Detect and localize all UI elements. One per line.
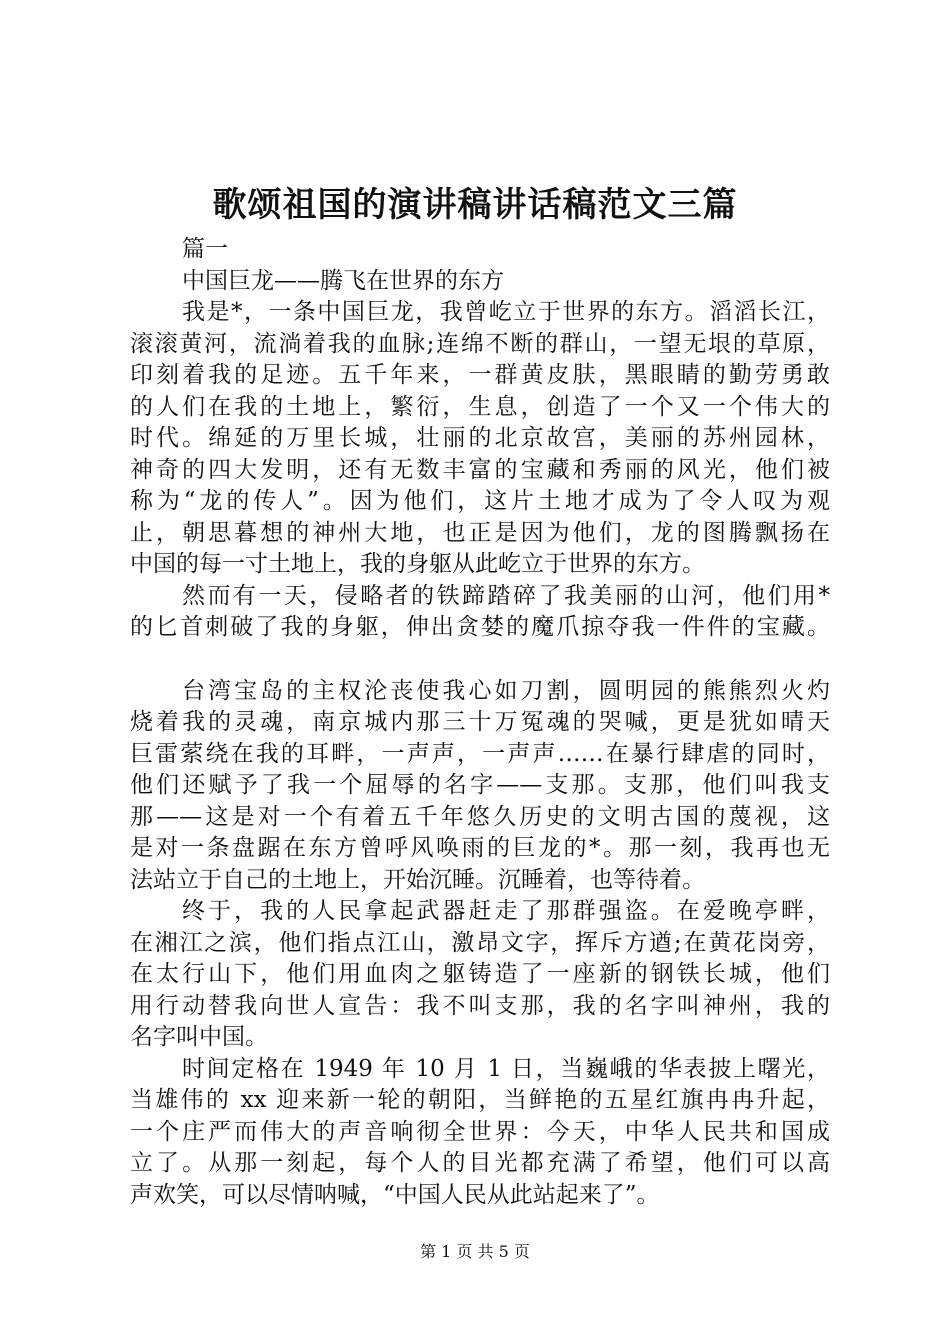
paragraph-line: 立了。从那一刻起，每个人的目光都充满了希望，他们可以高	[130, 1150, 830, 1176]
paragraph-line: 他们还赋予了我一个屈辱的名字——支那。支那，他们叫我支	[130, 772, 830, 798]
paragraph-line: 法站立于自己的土地上，开始沉睡。沉睡着，也等待着。	[130, 866, 705, 893]
paragraph-line: 时间定格在 1949 年 10 月 1 日，当巍峨的华表披上曙光，	[182, 1055, 830, 1082]
paragraph-line: 滚滚黄河，流淌着我的血脉;连绵不断的群山，一望无垠的草原，	[130, 330, 830, 357]
paragraph-line: 时代。绵延的万里长城，壮丽的北京故宫，美丽的苏州园林，	[130, 425, 830, 451]
section-subtitle: 中国巨龙——腾飞在世界的东方	[182, 267, 504, 294]
paragraph-line: 止，朝思暮想的神州大地，也正是因为他们，龙的图腾飘扬在	[130, 519, 830, 546]
paragraph-spacer	[130, 644, 830, 676]
paragraph-line: 我是*，一条中国巨龙，我曾屹立于世界的东方。滔滔长江，	[182, 299, 830, 325]
paragraph-line: 声欢笑，可以尽情呐喊，“中国人民从此站起来了”。	[130, 1181, 660, 1208]
paragraph-line: 台湾宝岛的主权沦丧使我心如刀割，圆明园的熊熊烈火灼	[182, 677, 830, 704]
paragraph-line: 称为“龙的传人”。因为他们，这片土地才成为了令人叹为观	[130, 488, 830, 514]
document-body	[130, 234, 830, 1211]
paragraph-line: 巨雷萦绕在我的耳畔，一声声，一声声……在暴行肆虐的同时，	[130, 740, 830, 767]
paragraph-line: 印刻着我的足迹。五千年来，一群黄皮肤，黑眼睛的勤劳勇敢	[130, 362, 830, 388]
page-indicator: 第 1 页 共 5 页	[420, 1242, 530, 1261]
paragraph-line: 烧着我的灵魂，南京城内那三十万冤魂的哭喊，更是犹如晴天	[130, 709, 830, 735]
paragraph-line: 在太行山下，他们用血肉之躯铸造了一座新的钢铁长城，他们	[130, 961, 830, 987]
paragraph-line: 终于，我的人民拿起武器赶走了那群强盗。在爱晚亭畔，	[182, 898, 830, 924]
paragraph-line: 在湘江之滨，他们指点江山，激昂文字，挥斥方遒;在黄花岗旁，	[130, 929, 830, 956]
paragraph-line: 那——这是对一个有着五千年悠久历史的文明古国的蔑视，这	[130, 803, 830, 830]
paragraph-line: 名字叫中国。	[130, 1024, 268, 1050]
paragraph-line: 的匕首刺破了我的身躯，伸出贪婪的魔爪掠夺我一件件的宝藏。	[130, 614, 830, 640]
paragraph-line: 当雄伟的 xx 迎来新一轮的朝阳，当鲜艳的五星红旗冉冉升起，	[130, 1087, 830, 1113]
paragraph-line: 是对一条盘踞在东方曾呼风唤雨的巨龙的*。那一刻，我再也无	[130, 835, 830, 861]
paragraph-line: 神奇的四大发明，还有无数丰富的宝藏和秀丽的风光，他们被	[130, 456, 830, 483]
paragraph-line: 用行动替我向世人宣告：我不叫支那，我的名字叫神州，我的	[130, 992, 830, 1019]
paragraph-line: 一个庄严而伟大的声音响彻全世界：今天，中华人民共和国成	[130, 1118, 830, 1145]
section-label: 篇一	[182, 236, 228, 262]
document-title: 歌颂祖国的演讲稿讲话稿范文三篇	[212, 185, 738, 225]
paragraph-line: 然而有一天，侵略者的铁蹄踏碎了我美丽的山河，他们用*	[182, 582, 830, 609]
paragraph-line: 的人们在我的土地上，繁衍，生息，创造了一个又一个伟大的	[130, 393, 830, 420]
paragraph-line: 中国的每一寸土地上，我的身躯从此屹立于世界的东方。	[130, 551, 705, 577]
